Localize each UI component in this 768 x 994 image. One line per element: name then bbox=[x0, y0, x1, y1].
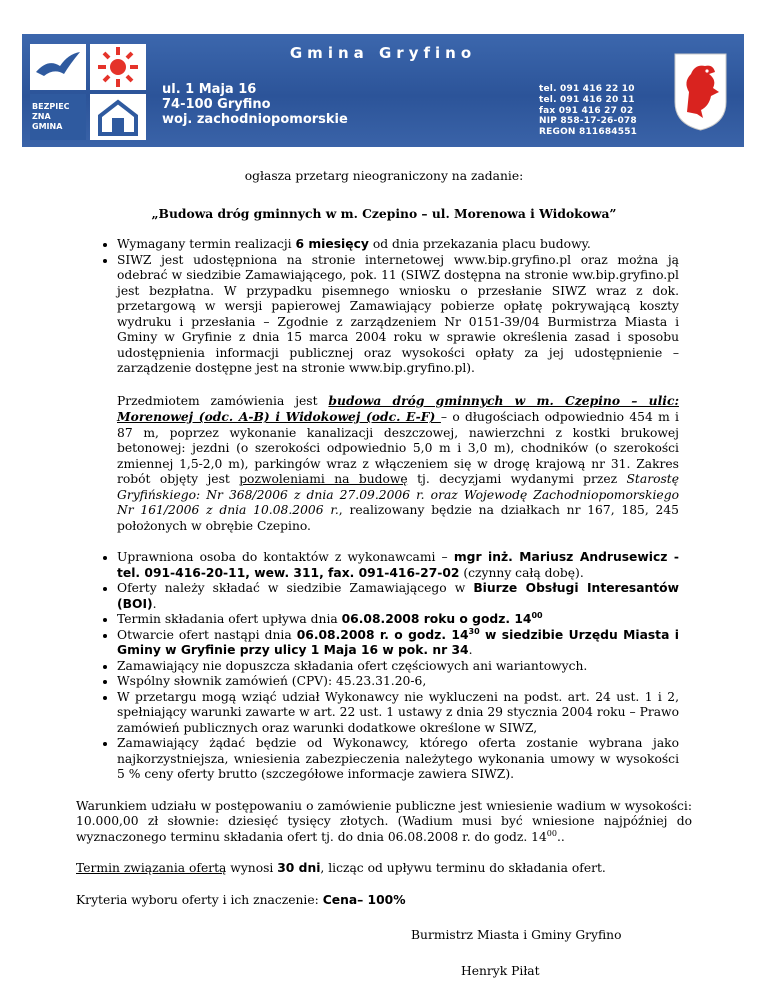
text: Warunkiem udziału w postępowaniu o zamówienie publiczne jest wniesienie wadium w wysokości: 10.000,00 zł słownie: dziesięć tysięcy złotych. (Wadium musi być wniesione najpóźniej do wyznaczonego terminu składania ofert tj. do dnia 06.08.2008 r. do godz. 14 bbox=[76, 798, 692, 844]
text-bold: Cena– 100% bbox=[322, 892, 406, 907]
contact-line: tel. 091 416 22 10 bbox=[539, 84, 635, 94]
list-item bbox=[117, 612, 679, 628]
text: Uprawniona osoba do kontaktów z wykonawcami – bbox=[117, 550, 454, 564]
text: . bbox=[152, 596, 157, 611]
logo-text: BEZPIECZNA GMINA bbox=[32, 102, 70, 131]
superscript: 00 bbox=[546, 828, 557, 838]
signature-title: Burmistrz Miasta i Gminy Gryfino bbox=[411, 928, 622, 942]
text: , licząc od upływu terminu do składania ofert. bbox=[320, 861, 606, 875]
permits-text: pozwoleniami na budowę bbox=[239, 472, 408, 486]
list-item bbox=[117, 550, 679, 581]
signature-name: Henryk Piłat bbox=[461, 963, 540, 978]
address-line: woj. zachodniopomorskie bbox=[162, 112, 348, 127]
contact-block bbox=[539, 84, 637, 138]
text-bold: 30 dni bbox=[277, 861, 321, 875]
list-item: • SIWZ jest udostępniona na stronie internetowej www.bip.gryfino.pl oraz można ją odebrać w siedzibie Zamawiającego, pok. 11 (SIWZ dostępna na stronie ww.bip.gryfino.pl jest bezpłatna. W przypadku pisemnego wniosku o przesłanie SIWZ wraz z dok. przetargową w wersji papierowej Zamawiający pobierze opłatę pokrywającą koszty wydruku i przesłania – Zgodnie z zarządzeniem Nr 0151-39/04 Burmistrza Miasta i Gminy w Gryfinie z dnia 15 marca 2004 roku w sprawie określenia zasad i sposobu udostępnienia informacji publicznej oraz wysokości opłaty za jej udostępnienie – zarządzenie dostępne jest na stronie www.bip.gryfino.pl). bbox=[117, 253, 679, 377]
list-item bbox=[117, 237, 679, 253]
banner-title: Gmina Gryfino bbox=[289, 44, 477, 62]
text: od dnia przekazania placu budowy. bbox=[368, 237, 591, 251]
announcement-body bbox=[76, 169, 692, 979]
text: (czynny całą dobę). bbox=[459, 565, 584, 580]
text-underlined: Termin związania ofertą bbox=[76, 861, 227, 875]
criteria-paragraph bbox=[76, 893, 679, 909]
task-title: „Budowa dróg gminnych w m. Czepino – ul. Morenowa i Widokowa” bbox=[151, 205, 617, 221]
griffin-crest-icon bbox=[673, 52, 728, 132]
conditions-list bbox=[89, 550, 679, 783]
subject-paragraph bbox=[89, 393, 679, 535]
list-item bbox=[117, 628, 679, 659]
superscript: 30 bbox=[468, 626, 480, 636]
logo-text-cell bbox=[30, 94, 86, 140]
list-item: • W przetargu mogą wziąć udział Wykonawcy nie wykluczeni na podst. art. 24 ust. 1 i 2, spełniający warunki zawarte w art. 22 ust. 1 ustawy z dnia 29 stycznia 2004 roku – Prawo zamówień publicznych oraz warunki dodatkowe określone w SIWZ, bbox=[117, 690, 679, 737]
termin-paragraph bbox=[76, 861, 679, 877]
text: Wymagany termin realizacji bbox=[117, 237, 296, 251]
text: Przedmiotem zamówienia jest bbox=[117, 393, 329, 408]
opening-place: w siedzibie Urzędu Miasta i Gminy w Gryfinie przy ulicy 1 Maja 16 w pok. nr 34 bbox=[117, 627, 679, 657]
contact-line: tel. 091 416 20 11 bbox=[539, 94, 635, 105]
contact-line: NIP 858-17-26-078 bbox=[539, 116, 637, 127]
contact-line: fax 091 416 27 02 bbox=[539, 105, 634, 116]
text: Termin składania ofert upływa dnia bbox=[117, 612, 342, 626]
text: wynosi bbox=[226, 861, 278, 875]
deadline-text: 06.08.2008 roku o godz. 14 bbox=[341, 612, 532, 626]
text: .. bbox=[556, 829, 565, 844]
opening-text: 06.08.2008 r. o godz. 14 bbox=[296, 627, 469, 642]
text: , realizowany będzie na działkach nr 167, 185, 245 położonych w obrębie Czepino. bbox=[117, 503, 679, 533]
wadium-paragraph bbox=[76, 799, 692, 846]
text: – o długościach odpowiednio 454 m i 87 m, poprzez wykonanie kanalizacji deszczowej, nawierzchni z kostki brukowej betonowej: jezdni (o szerokości odpowiednio 5,0 m i 3,0 m), chodników (o szerokości zmiennej 1,5-2,0 m), parkingów wraz z włączeniem się w drogę krajową nr 31. Zakres robót objęty jest bbox=[117, 410, 679, 486]
decisions-text: Starostę Gryfińskiego: Nr 368/2006 z dnia 27.09.2006 r. oraz Wojewodę Zachodniopomorskiego Nr 161/2006 z dnia 10.08.2006 r. bbox=[117, 472, 680, 517]
address-line: ul. 1 Maja 16 bbox=[162, 82, 257, 97]
address-block bbox=[162, 82, 348, 127]
text-bold: 6 miesięcy bbox=[295, 237, 369, 251]
header-banner bbox=[22, 34, 744, 147]
list-item: • Zamawiający nie dopuszcza składania ofert częściowych ani wariantowych. bbox=[117, 659, 679, 675]
text: . bbox=[468, 643, 473, 657]
contact-person: mgr inż. Mariusz Andrusewicz - tel. 091-416-20-11, wew. 311, fax. 091-416-27-02 bbox=[117, 550, 679, 580]
house-icon bbox=[90, 94, 146, 140]
text: Otwarcie ofert nastąpi dnia bbox=[117, 627, 297, 642]
list-item: • Zamawiający żądać będzie od Wykonawcy, którego oferta zostanie wybrana jako najkorzystniejsza, wniesienia zabezpieczenia należytego wykonania umowy w wysokości 5 % ceny oferty brutto (szczegółowe informacje zawiera SIWZ). bbox=[117, 736, 679, 783]
subject-emphasis: budowa dróg gminnych w m. Czepino – ulic: Morenowej (odc. A-B) i Widokowej (odc. E-F) bbox=[117, 392, 679, 424]
intro-text: ogłasza przetarg nieograniczony na zadanie: bbox=[244, 169, 524, 183]
list-item bbox=[117, 581, 679, 612]
address-line: 74-100 Gryfino bbox=[162, 97, 271, 112]
text: tj. decyzjami wydanymi przez bbox=[407, 472, 627, 486]
text: Kryteria wyboru oferty i ich znaczenie: bbox=[76, 892, 323, 907]
requirements-list bbox=[89, 237, 679, 377]
contact-line: REGON 811684551 bbox=[539, 127, 638, 138]
superscript: 00 bbox=[531, 610, 543, 620]
list-item: • Wspólny słownik zamówień (CPV): 45.23.31.20-6, bbox=[117, 674, 679, 690]
text-bold: Biurze Obsługi Interesantów (BOI) bbox=[117, 581, 679, 611]
text: Oferty należy składać w siedzibie Zamawiającego w bbox=[117, 581, 474, 595]
